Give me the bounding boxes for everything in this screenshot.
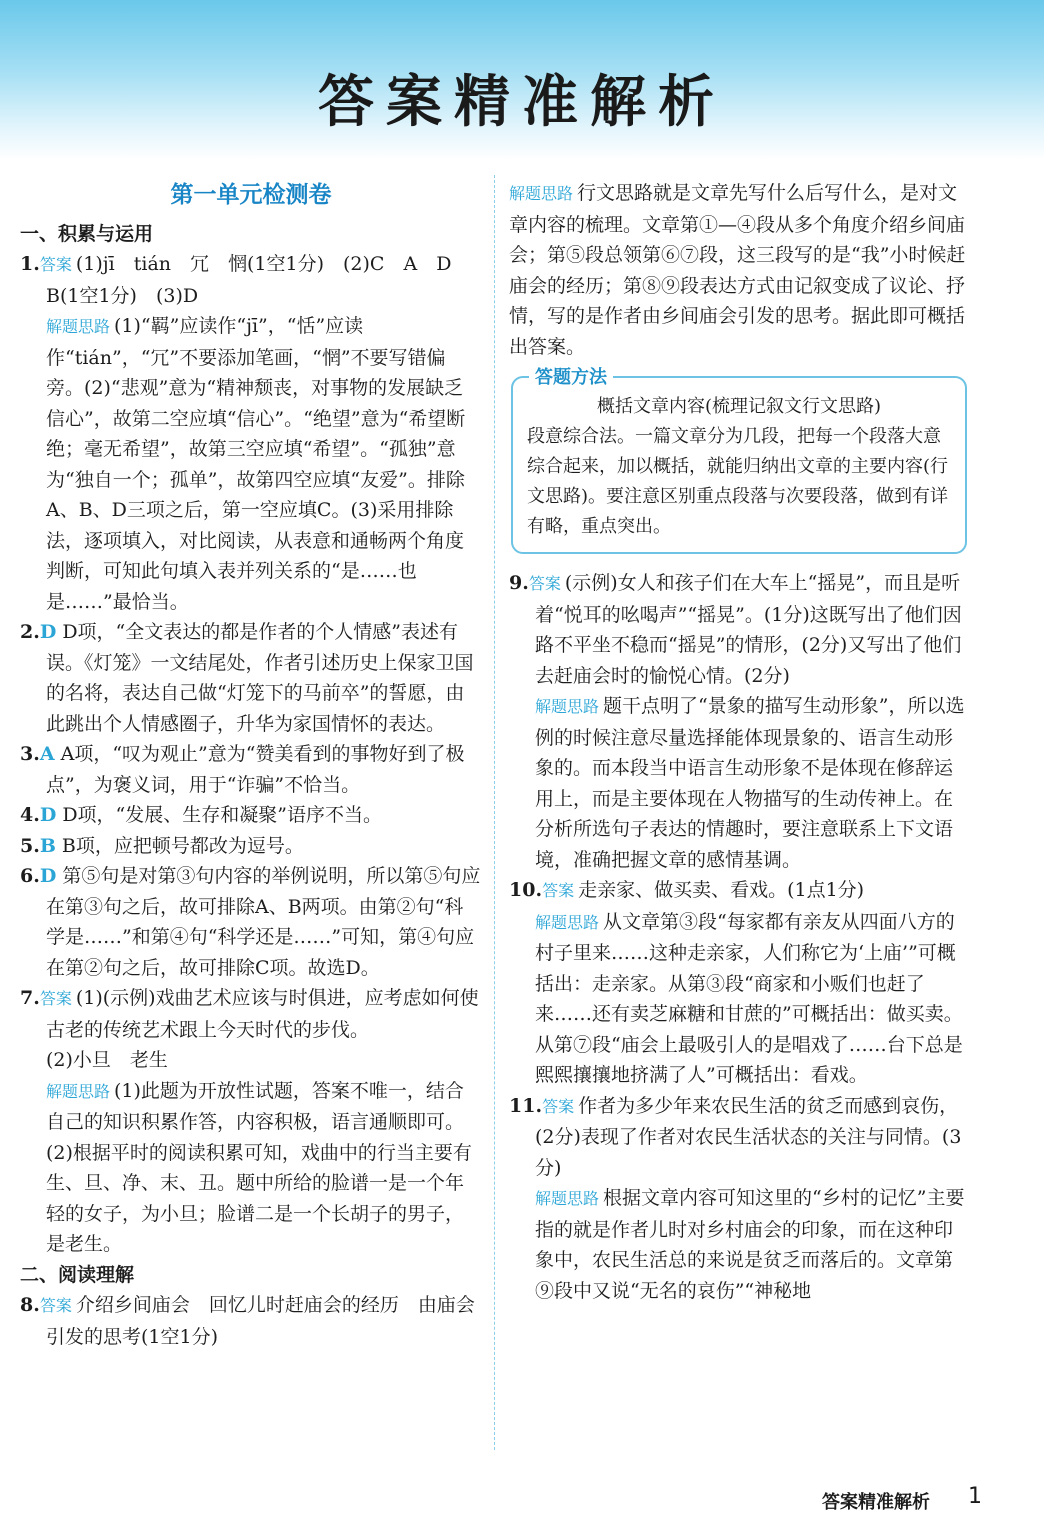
thinking-text: (1)此题为开放性试题，答案不唯一，结合自己的知识积累作答，内容积极，语言通顺即可。 <box>46 1079 465 1133</box>
question-number: 2. <box>20 621 40 643</box>
answer-text: D项，“发展、生存和凝聚”语序不当。 <box>62 804 382 826</box>
thinking-tag: 解题思路 <box>46 317 111 336</box>
thinking-tag: 解题思路 <box>509 184 574 203</box>
page-title: 答案精准解析 <box>318 70 726 135</box>
question-number: 10. <box>509 879 543 901</box>
question-number: 6. <box>20 865 40 887</box>
thinking-tag: 解题思路 <box>535 1189 600 1208</box>
thinking-text: 题干点明了“景象的描写生动形象”，所以选例的时候注意尽量选择能体现景象的、语言生动形象的。而本段当中语言生动形象不是体现在修辞运用上，而是主要体现在人物描写的生动传神上。在分析所选句子表达的情趣时，要注意联系上下文语境，准确把握文章的感情基调。 <box>535 695 965 871</box>
question-number: 9. <box>509 572 529 594</box>
answer-text: (示例)女人和孩子们在大车上“摇晃”，而且是听着“悦耳的吆喝声”“摇晃”。(1分)这既写出了他们因路不平坐不稳而“摇晃”的情形，(2分)又写出了他们去赶庙会时的愉悦心情。(2分) <box>535 572 962 687</box>
thinking-text-2: (2)“悲观”意为“精神颓丧，对事物的发展缺乏信心”，故第二空应填“信心”。“绝望”意为“希望断绝；毫无希望”，故第三空应填“希望”。“孤独”意为“独自一个；孤单”，故第四空应填“友爱”。排除A、B、D三项之后，第一空应填C。(3)采用排除法，逐项填入，对比阅读，从表意和通畅两个角度判断，可知此句填入表并列关系的“是……也是……”最恰当。 <box>46 377 466 613</box>
thinking-text: (1)“羁”应读作“jī”，“恬”应读作“tián”，“冗”不要添加笔画，“惘”不要写错偏旁。 <box>46 315 446 399</box>
thinking-8 <box>509 178 971 362</box>
question-7 <box>20 983 482 1045</box>
question-9 <box>509 568 971 691</box>
answer-text: A项，“叹为观止”意为“赞美看到的事物好到了极点”，为褒义词，用于“诈骗”不恰当。 <box>46 743 465 796</box>
question-5 <box>20 831 482 862</box>
answer-text: 走亲家、做买卖、看戏。(1点1分) <box>578 879 865 901</box>
answer-text: (1)jī tián 冗 惘(1空1分) (2)C A D B(1空1分) (3)D <box>46 253 471 307</box>
answer-letter: D <box>39 804 57 826</box>
answer-tag: 答案 <box>39 989 72 1008</box>
question-3 <box>20 739 482 800</box>
answer-text: 介绍乡间庙会 回忆儿时赶庙会的经历 由庙会引发的思考(1空1分) <box>46 1294 475 1348</box>
answer-text: D项，“全文表达的都是作者的个人情感”表述有误。《灯笼》一文结尾处，作者引述历史上保家卫国的名将，表达自己做“灯笼下的马前卒”的誓愿，由此跳出个人情感圈子，升华为家国情怀的表达。 <box>46 621 474 735</box>
answer-letter: D <box>39 621 57 643</box>
answer-text: 作者为多少年来农民生活的贫乏而感到哀伤，(2分)表现了作者对农民生活状态的关注与同情。(3分) <box>535 1094 962 1179</box>
answer-text: (1)(示例)戏曲艺术应该与时俱进，应考虑如何使古老的传统艺术跟上今天时代的步伐。 <box>46 987 479 1041</box>
thinking-tag: 解题思路 <box>535 697 600 716</box>
thinking-tag: 解题思路 <box>535 912 600 932</box>
question-6 <box>20 861 482 983</box>
thinking-7-part2: (2)根据平时的阅读积累可知，戏曲中的行当主要有生、旦、净、末、丑。题中所给的脸谱一是一个年轻的女子，为小旦；脸谱二是一个长胡子的男子，是老生。 <box>46 1141 472 1255</box>
answer-tag: 答案 <box>528 574 561 593</box>
thinking-9 <box>509 691 971 875</box>
question-4 <box>20 800 482 831</box>
left-column <box>20 178 482 1352</box>
thinking-7 <box>20 1076 482 1138</box>
method-label: 答题方法 <box>529 363 613 393</box>
thinking-text: 从文章第③段“每家都有亲友从四面八方的村子里来……这种走亲家，人们称它为‘上庙’”可概括出：走亲家。从第③段“商家和小贩们也赶了来……还有卖芝麻糖和甘蔗的”可概括出：做买卖。从第⑦段“庙会上最吸引人的是唱戏了……台下总是熙熙攘攘地挤满了人”可概括出：看戏。 <box>535 910 963 1086</box>
question-8 <box>20 1290 482 1352</box>
answer-text: 第⑤句是对第③句内容的举例说明，所以第⑤句应在第③句之后，故可排除A、B两项。由第②句“科学是……”和第④句“科学还是……”可知，第④句应在第②句之后，故可排除C项。故选D。 <box>46 865 481 979</box>
method-body: 段意综合法。一篇文章分为几段，把每一个段落大意综合起来，加以概括，就能归纳出文章的主要内容(行文思路)。要注意区别重点段落与次要段落，做到有详有略，重点突出。 <box>527 426 949 537</box>
answer-text: B项，应把顿号都改为逗号。 <box>61 834 304 857</box>
thinking-11 <box>509 1183 971 1306</box>
header-banner <box>0 0 1044 160</box>
section-heading-2: 二、阅读理解 <box>20 1263 135 1286</box>
thinking-1 <box>20 311 482 617</box>
answer-method-box <box>511 367 967 554</box>
question-number: 11. <box>509 1094 543 1117</box>
question-10 <box>509 875 971 907</box>
column-divider <box>494 175 495 1450</box>
question-2 <box>20 617 482 739</box>
answer-tag: 答案 <box>39 1296 72 1315</box>
question-number: 5. <box>20 834 40 857</box>
answer-7-part2: (2)小旦 老生 <box>46 1049 168 1071</box>
footer-label: 答案精准解析 <box>822 1492 930 1513</box>
thinking-10 <box>509 907 971 1091</box>
right-column <box>509 178 971 1306</box>
question-number: 4. <box>20 804 40 826</box>
unit-title: 第一单元检测卷 <box>170 182 332 208</box>
answer-tag: 答案 <box>542 1096 575 1116</box>
answer-letter: D <box>39 865 57 887</box>
question-number: 1. <box>20 253 40 275</box>
answer-tag: 答案 <box>542 881 575 900</box>
question-number: 7. <box>20 987 40 1009</box>
question-11 <box>509 1091 971 1184</box>
answer-letter: B <box>39 834 56 857</box>
answer-letter: A <box>39 743 55 765</box>
thinking-tag: 解题思路 <box>46 1081 111 1101</box>
answer-tag: 答案 <box>39 255 72 274</box>
method-heading: 概括文章内容(梳理记叙文行文思路) <box>596 396 882 417</box>
question-1 <box>20 249 482 311</box>
thinking-text: 根据文章内容可知这里的“乡村的记忆”主要指的就是作者儿时对乡村庙会的印象，而在这种印象中，农民生活总的来说是贫乏而落后的。文章第⑨段中又说“无名的哀伤”“神秘地 <box>535 1187 965 1302</box>
page-number: 1 <box>968 1484 982 1509</box>
thinking-text: 行文思路就是文章先写什么后写什么，是对文章内容的梳理。文章第①—④段从多个角度介绍乡间庙会；第⑤段总领第⑥⑦段，这三段写的是“我”小时候赶庙会的经历；第⑧⑨段表达方式由记叙变成了议论、抒情，写的是作者由乡间庙会引发的思考。据此即可概括出答案。 <box>509 182 966 358</box>
question-number: 8. <box>20 1294 40 1316</box>
question-number: 3. <box>20 743 40 765</box>
section-heading-1: 一、积累与运用 <box>20 222 154 245</box>
